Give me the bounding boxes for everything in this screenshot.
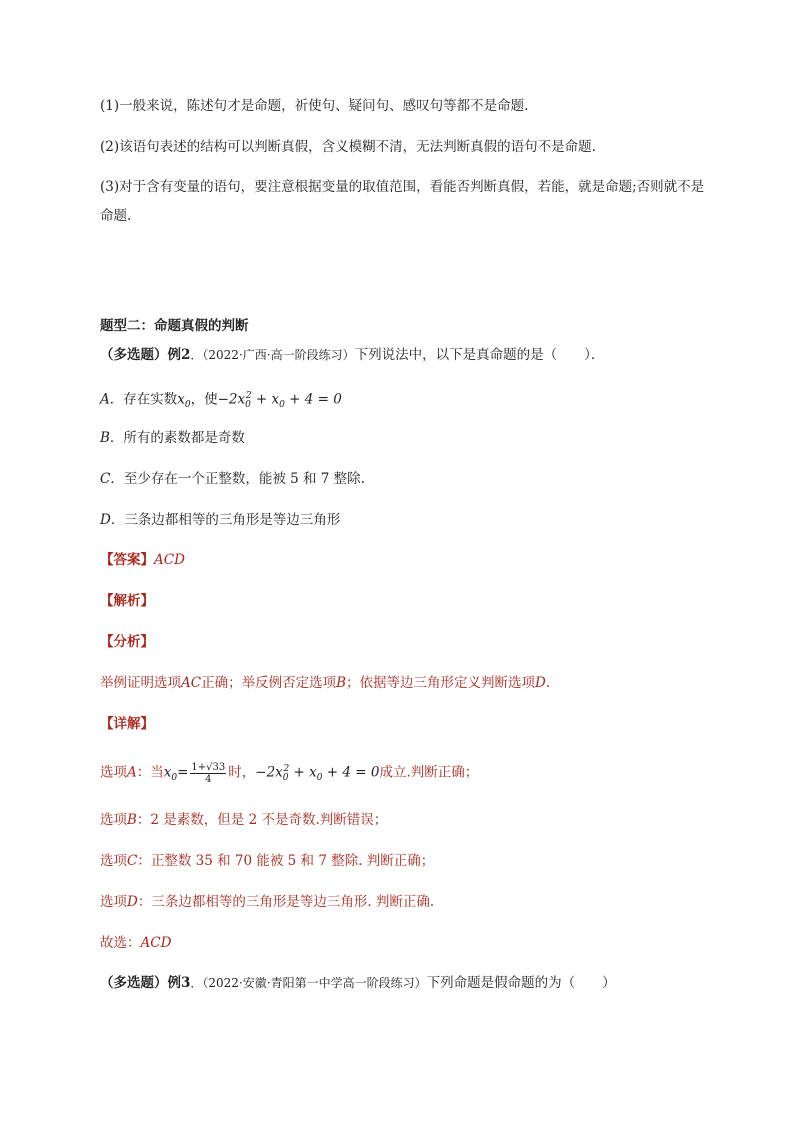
detail-a-eq1: −2x bbox=[255, 764, 283, 781]
detail-a-fraction-num: 1+√33 bbox=[191, 761, 226, 773]
option-a-eq2: + x bbox=[251, 391, 280, 408]
section-title: 题型二：命题真假的判断 bbox=[100, 318, 249, 334]
option-a-eq-sub2: 0 bbox=[279, 400, 285, 411]
detail-a-eq3: + 4 = 0 bbox=[322, 764, 380, 781]
detail-a-eq-sub: 0 bbox=[282, 773, 289, 784]
example-2-number: 2 bbox=[181, 347, 191, 363]
option-a-eq-sub: 0 bbox=[245, 400, 251, 411]
fenxi-text2: 正确；举反例否定选项 bbox=[201, 675, 337, 691]
detail-a-eq2: + x bbox=[289, 764, 317, 781]
option-a-eq-sup: 2 bbox=[245, 391, 252, 401]
detail-a-text1: ：当 bbox=[136, 764, 164, 781]
detail-a bbox=[100, 756, 478, 791]
fenxi-text bbox=[100, 673, 550, 693]
example-2-question: 下列说法中，以下是真命题的是（ ）． bbox=[354, 347, 605, 363]
detail-b-prefix: 选项 bbox=[100, 812, 127, 828]
detail-a-fraction-den: 4 bbox=[205, 773, 212, 785]
option-a-label: A bbox=[100, 391, 110, 408]
detail-d-var: D bbox=[127, 894, 138, 910]
detail-b bbox=[100, 810, 387, 830]
option-c-text: ．至少存在一个正整数，能被 5 和 7 整除. bbox=[110, 471, 365, 487]
option-c-label: C bbox=[100, 471, 111, 487]
option-d-label: D bbox=[100, 512, 111, 528]
detail-a-sub: 0 bbox=[171, 773, 178, 784]
example-3-heading bbox=[100, 973, 616, 993]
example-2-source: ．（2022·广西·高一阶段练习） bbox=[190, 348, 355, 362]
note-3: (3)对于含有变量的语句，要注意根据变量的取值范围，看能否判断真假，若能，就是命题;否则就不是 bbox=[100, 179, 705, 195]
selection-value: ACD bbox=[140, 935, 172, 951]
option-a-text1: ．存在实数 bbox=[109, 391, 178, 408]
detail-a-text2: 时， bbox=[228, 764, 256, 781]
detail-a-fraction bbox=[190, 762, 226, 785]
fenxi-ac: AC bbox=[181, 675, 202, 691]
example-3-number: 3 bbox=[181, 975, 191, 991]
answer-value: ACD bbox=[154, 552, 185, 568]
note-1: (1)一般来说，陈述句才是命题，祈使句、疑问句、感叹句等都不是命题. bbox=[100, 98, 529, 114]
detail-c-prefix: 选项 bbox=[100, 853, 127, 869]
option-a-text2: ，使 bbox=[190, 391, 218, 408]
note-2: (2)该语句表述的结构可以判断真假，含义模糊不清，无法判断真假的语句不是命题. bbox=[100, 139, 596, 155]
option-a bbox=[100, 386, 342, 415]
option-c bbox=[100, 469, 365, 489]
example-3-question: 下列命题是假命题的为（ ） bbox=[426, 975, 616, 991]
example-3-tag: （多选题）例 bbox=[100, 975, 181, 991]
fenxi-d: D bbox=[535, 675, 546, 691]
fenxi-label: 【分析】 bbox=[100, 634, 154, 650]
detail-a-eq-sub2: 0 bbox=[316, 773, 323, 784]
answer bbox=[100, 550, 185, 570]
detail-a-eq: = bbox=[177, 764, 189, 781]
option-b bbox=[100, 428, 245, 448]
detail-label: 【详解】 bbox=[100, 716, 154, 732]
option-b-text: ．所有的素数都是奇数 bbox=[109, 430, 245, 446]
detail-c bbox=[100, 851, 434, 871]
detail-a-x: x bbox=[163, 764, 172, 781]
fenxi-b: B bbox=[336, 675, 347, 691]
option-a-var: x bbox=[177, 391, 185, 408]
example-2-heading bbox=[100, 345, 604, 365]
selection-label: 故选： bbox=[100, 935, 141, 951]
note-4: 命题. bbox=[100, 208, 132, 224]
detail-b-text: ：2 是素数，但是 2 不是奇数.判断错误； bbox=[136, 812, 388, 828]
fenxi-text4: . bbox=[545, 675, 551, 691]
example-2-tag: （多选题）例 bbox=[100, 347, 181, 363]
detail-d-text: ：三条边都相等的三角形是等边三角形. 判断正确. bbox=[137, 894, 435, 910]
detail-a-var: A bbox=[127, 764, 137, 781]
detail-c-text: ：正整数 35 和 70 能被 5 和 7 整除. 判断正确； bbox=[137, 853, 435, 869]
option-a-eq1: −2x bbox=[217, 391, 246, 408]
detail-b-var: B bbox=[127, 812, 137, 828]
detail-c-var: C bbox=[127, 853, 138, 869]
option-d-text: ．三条边都相等的三角形是等边三角形 bbox=[110, 512, 341, 528]
detail-a-prefix: 选项 bbox=[100, 764, 127, 781]
option-d bbox=[100, 510, 340, 530]
answer-label: 【答案】 bbox=[100, 552, 154, 568]
detail-d-prefix: 选项 bbox=[100, 894, 127, 910]
option-b-label: B bbox=[100, 430, 110, 446]
example-3-source: ．（2022·安徽·青阳第一中学高一阶段练习） bbox=[190, 976, 427, 990]
selection bbox=[100, 933, 171, 953]
option-a-sub: 0 bbox=[184, 400, 191, 411]
analysis-label: 【解析】 bbox=[100, 593, 154, 609]
option-a-eq3: + 4 = 0 bbox=[284, 391, 342, 408]
detail-a-text3: 成立.判断正确； bbox=[379, 764, 479, 781]
detail-a-eq-sup: 2 bbox=[283, 764, 290, 774]
fenxi-text1: 举例证明选项 bbox=[100, 675, 181, 691]
fenxi-text3: ；依据等边三角形定义判断选项 bbox=[346, 675, 536, 691]
detail-d bbox=[100, 892, 434, 912]
